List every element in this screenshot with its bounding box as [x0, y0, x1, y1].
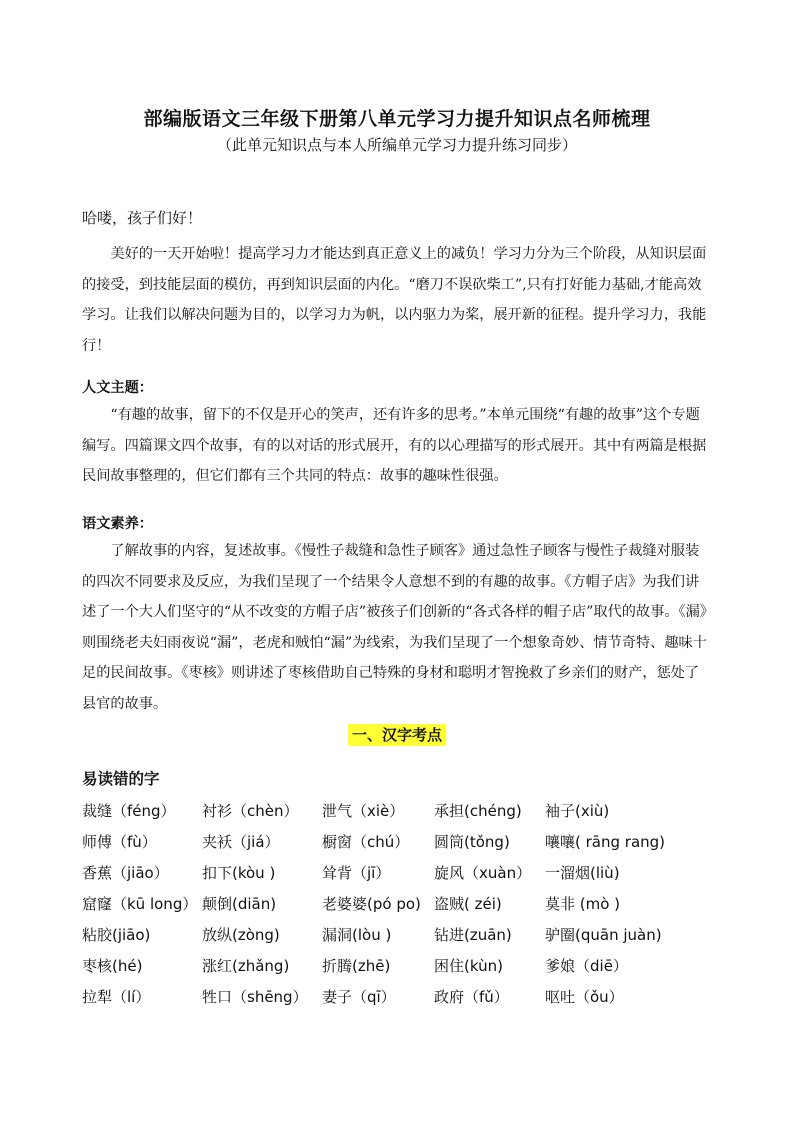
word-item: 袖子(xiù)	[545, 802, 610, 820]
word-item: 裁缝（féng）	[82, 802, 176, 820]
word-row	[82, 893, 722, 924]
section-heading	[0, 724, 794, 745]
word-item: 枣核(hé)	[82, 957, 143, 975]
word-row	[82, 800, 722, 831]
word-item: 拉犁（lí）	[82, 988, 151, 1006]
word-row	[82, 862, 722, 893]
literacy-heading: 语文素养：	[82, 516, 153, 532]
word-item: 耸背（jī）	[322, 864, 391, 882]
word-row	[82, 986, 722, 1017]
word-item: 扣下(kòu )	[202, 864, 276, 882]
word-item: 漏洞(lòu )	[322, 926, 392, 944]
greeting: 哈喽，孩子们好！	[82, 209, 203, 227]
intro-paragraph: 美好的一天开始啦！提高学习力才能达到真正意义上的减负！学习力分为三个阶段，从知识层面的接受，到技能层面的模仿，再到知识层面的内化。“磨刀不误砍柴工”,只有打好能力基础,才能高效学习。让我们以解决问题为目的，以学习力为帆，以内驱力为桨，展开新的征程。提升学习力，我能行！	[82, 246, 707, 354]
section-heading-text: 一、汉字考点	[348, 724, 446, 746]
page-subtitle: （此单元知识点与本人所编单元学习力提升练习同步）	[216, 136, 577, 154]
word-item: 师傅（fù）	[82, 833, 157, 851]
word-item: 呕吐（ǒu）	[545, 988, 624, 1006]
page-title: 部编版语文三年级下册第八单元学习力提升知识点名师梳理	[143, 108, 651, 130]
word-item: 香蕉（jiāo）	[82, 864, 169, 882]
word-item: 政府（fǔ）	[434, 988, 509, 1006]
word-item: 困住(kùn)	[434, 957, 503, 975]
word-item: 承担(chéng)	[434, 802, 522, 820]
word-item: 嚷嚷( rāng rang)	[545, 833, 666, 851]
word-item: 夹袄（jiá）	[202, 833, 280, 851]
words-heading: 易读错的字	[82, 770, 160, 788]
word-item: 妻子（qī）	[322, 988, 396, 1006]
word-grid	[82, 800, 722, 1017]
word-item: 橱窗（chú）	[322, 833, 410, 851]
word-item: 旋风（xuàn）	[434, 864, 532, 882]
literacy-paragraph: 了解故事的内容，复述故事。《慢性子裁缝和急性子顾客》通过急性子顾客与慢性子裁缝对服装的四次不同要求及反应，为我们呈现了一个结果令人意想不到的有趣的故事。《方帽子店》为我们讲述了一个大人们坚守的“从不改变的方帽子店”被孩子们创新的“各式各样的帽子店”取代的故事。《漏》则围绕老夫妇雨夜说“漏”，老虎和贼怕“漏”为线索，为我们呈现了一个想象奇妙、情节奇特、趣味十足的民间故事。《枣核》则讲述了枣核借助自己特殊的身材和聪明才智挽救了乡亲们的财产，惩处了县官的故事。	[82, 543, 707, 712]
word-item: 莫非 (mò )	[545, 895, 621, 913]
word-item: 衬衫（chèn）	[202, 802, 299, 820]
word-item: 爹娘（diē）	[545, 957, 628, 975]
word-item: 颠倒(diān)	[202, 895, 277, 913]
word-item: 涨红(zhǎng)	[202, 957, 290, 975]
word-item: 老婆婆(pó po)	[322, 895, 421, 913]
word-item: 泄气（xiè）	[322, 802, 405, 820]
word-item: 牲口（shēng）	[202, 988, 308, 1006]
word-item: 驴圈(quān juàn)	[545, 926, 662, 944]
word-item: 粘胶(jiāo)	[82, 926, 151, 944]
word-item: 盗贼( zéi)	[434, 895, 502, 913]
theme-paragraph: “有趣的故事，留下的不仅是开心的笑声，还有许多的思考。”本单元围绕“有趣的故事”这个专题编写。四篇课文四个故事，有的以对话的形式展开，有的以心理描写的形式展开。其中有两篇是根据民间故事整理的，但它们都有三个共同的特点：故事的趣味性很强。	[82, 407, 707, 484]
theme-heading: 人文主题：	[82, 380, 153, 396]
word-row	[82, 924, 722, 955]
word-item: 窟窿（kū long）	[82, 895, 198, 913]
word-item: 圆筒(tǒng)	[434, 833, 510, 851]
word-row	[82, 955, 722, 986]
word-item: 一溜烟(liù)	[545, 864, 620, 882]
word-item: 折腾(zhē)	[322, 957, 391, 975]
word-item: 放纵(zòng)	[202, 926, 280, 944]
word-item: 钻进(zuān)	[434, 926, 512, 944]
word-row	[82, 831, 722, 862]
